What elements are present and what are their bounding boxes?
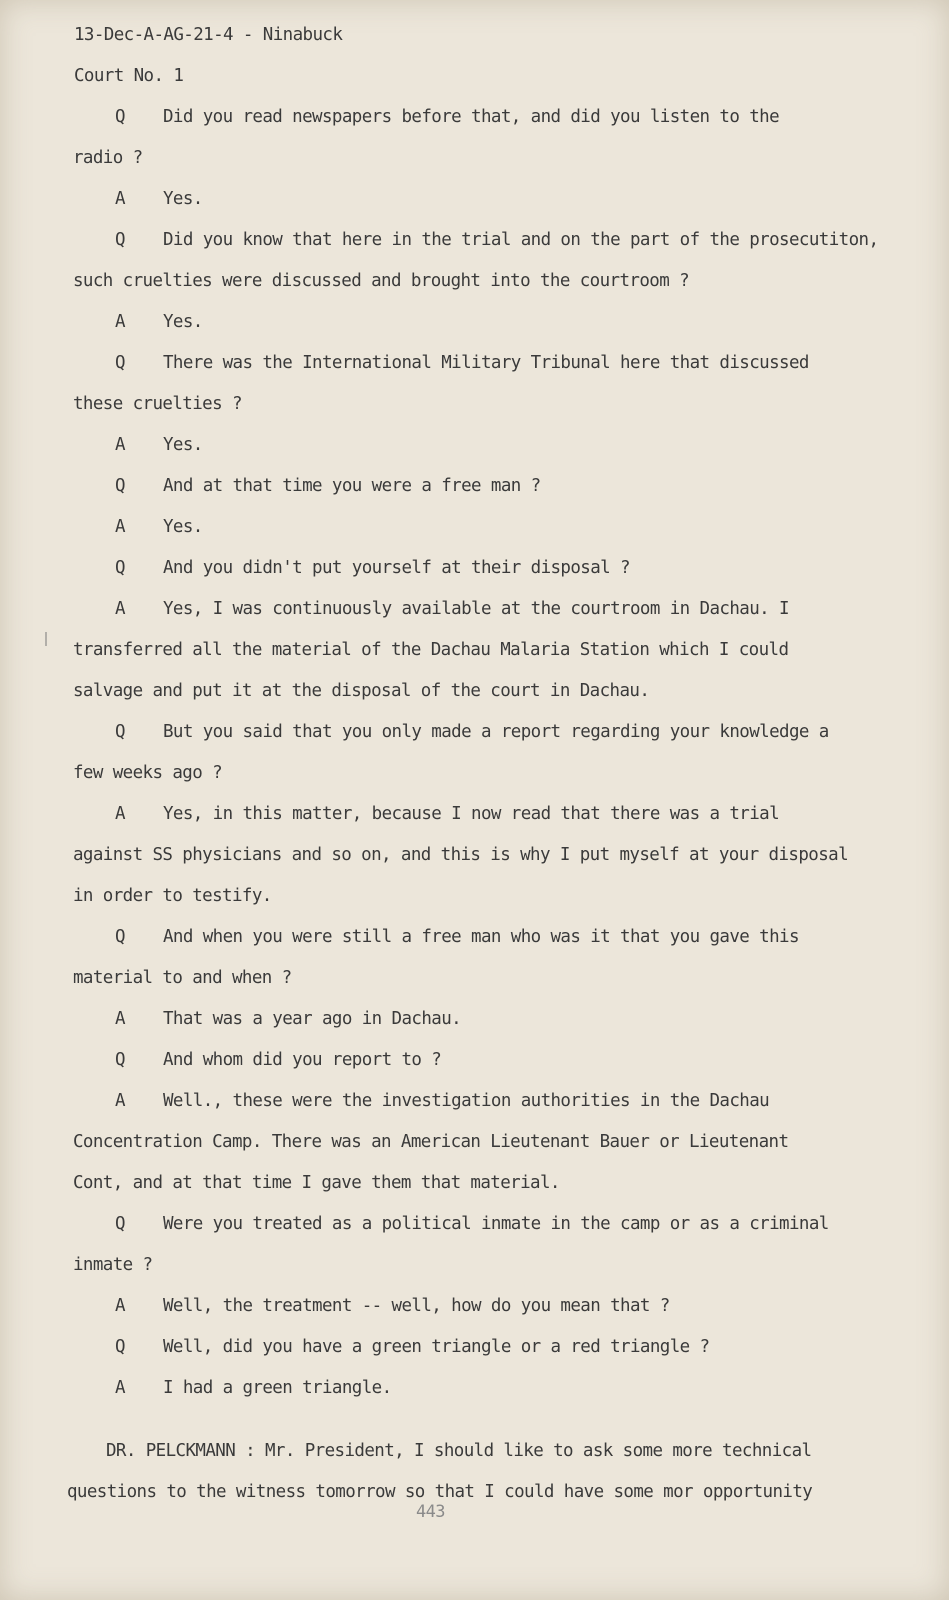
transcript-line: And when you were still a free man who was it that you gave this bbox=[163, 927, 799, 947]
speaker-label: A bbox=[115, 189, 125, 209]
document-header: 13-Dec-A-AG-21-4 - Ninabuck bbox=[74, 25, 343, 45]
transcript-line: That was a year ago in Dachau. bbox=[163, 1009, 462, 1029]
transcript-line: Well, did you have a green triangle or a red triangle ? bbox=[163, 1337, 710, 1357]
speaker-label: Q bbox=[115, 927, 125, 947]
speaker-label: Q bbox=[115, 1214, 125, 1234]
transcript-continuation-line: these cruelties ? bbox=[73, 394, 242, 414]
speaker-label: A bbox=[115, 517, 125, 537]
transcript-continuation-line: few weeks ago ? bbox=[73, 763, 223, 783]
transcript-continuation-line: such cruelties were discussed and brought into the courtroom ? bbox=[73, 271, 690, 291]
speaker-label: A bbox=[115, 1009, 125, 1029]
transcript-line: Did you read newspapers before that, and did you listen to the bbox=[163, 107, 780, 127]
closing-statement-line-2: questions to the witness tomorrow so that I could have some mor opportunity bbox=[67, 1482, 813, 1502]
transcript-line: Yes. bbox=[163, 312, 203, 332]
transcript-continuation-line: in order to testify. bbox=[73, 886, 272, 906]
transcript-line: I had a green triangle. bbox=[163, 1378, 392, 1398]
transcript-line: And you didn't put yourself at their disposal ? bbox=[163, 558, 630, 578]
transcript-line: Well, the treatment -- well, how do you mean that ? bbox=[163, 1296, 670, 1316]
transcript-line: Yes, I was continuously available at the courtroom in Dachau. I bbox=[163, 599, 789, 619]
transcript-line: Yes. bbox=[163, 517, 203, 537]
transcript-continuation-line: radio ? bbox=[73, 148, 143, 168]
page-number: 443 bbox=[416, 1502, 445, 1522]
court-number: Court No. 1 bbox=[74, 66, 184, 86]
transcript-line: But you said that you only made a report regarding your knowledge a bbox=[163, 722, 829, 742]
speaker-label: A bbox=[115, 435, 125, 455]
speaker-label: Q bbox=[115, 476, 125, 496]
speaker-label: A bbox=[115, 599, 125, 619]
transcript-continuation-line: Concentration Camp. There was an American Lieutenant Bauer or Lieutenant bbox=[73, 1132, 789, 1152]
speaker-label: Q bbox=[115, 1050, 125, 1070]
speaker-label: Q bbox=[115, 1337, 125, 1357]
closing-statement-line-1: DR. PELCKMANN : Mr. President, I should like to ask some more technical bbox=[106, 1441, 812, 1461]
speaker-label: Q bbox=[115, 353, 125, 373]
transcript-continuation-line: Cont, and at that time I gave them that material. bbox=[73, 1173, 560, 1193]
transcript-line: And whom did you report to ? bbox=[163, 1050, 442, 1070]
transcript-continuation-line: transferred all the material of the Dachau Malaria Station which I could bbox=[73, 640, 789, 660]
margin-mark bbox=[45, 632, 47, 646]
transcript-line: Yes. bbox=[163, 435, 203, 455]
transcript-continuation-line: inmate ? bbox=[73, 1255, 153, 1275]
transcript-line: Were you treated as a political inmate in the camp or as a criminal bbox=[163, 1214, 829, 1234]
transcript-line: Did you know that here in the trial and on the part of the prosecutiton, bbox=[163, 230, 879, 250]
transcript-line: There was the International Military Tribunal here that discussed bbox=[163, 353, 809, 373]
speaker-label: Q bbox=[115, 230, 125, 250]
transcript-continuation-line: material to and when ? bbox=[73, 968, 292, 988]
transcript-line: Well., these were the investigation authorities in the Dachau bbox=[163, 1091, 770, 1111]
speaker-label: Q bbox=[115, 722, 125, 742]
transcript-line: Yes. bbox=[163, 189, 203, 209]
speaker-label: A bbox=[115, 804, 125, 824]
speaker-label: A bbox=[115, 1091, 125, 1111]
transcript-line: Yes, in this matter, because I now read that there was a trial bbox=[163, 804, 780, 824]
transcript-continuation-line: against SS physicians and so on, and this is why I put myself at your disposal bbox=[73, 845, 848, 865]
speaker-label: A bbox=[115, 1378, 125, 1398]
speaker-label: A bbox=[115, 1296, 125, 1316]
transcript-line: And at that time you were a free man ? bbox=[163, 476, 541, 496]
speaker-label: Q bbox=[115, 107, 125, 127]
speaker-label: A bbox=[115, 312, 125, 332]
transcript-continuation-line: salvage and put it at the disposal of the court in Dachau. bbox=[73, 681, 650, 701]
speaker-label: Q bbox=[115, 558, 125, 578]
